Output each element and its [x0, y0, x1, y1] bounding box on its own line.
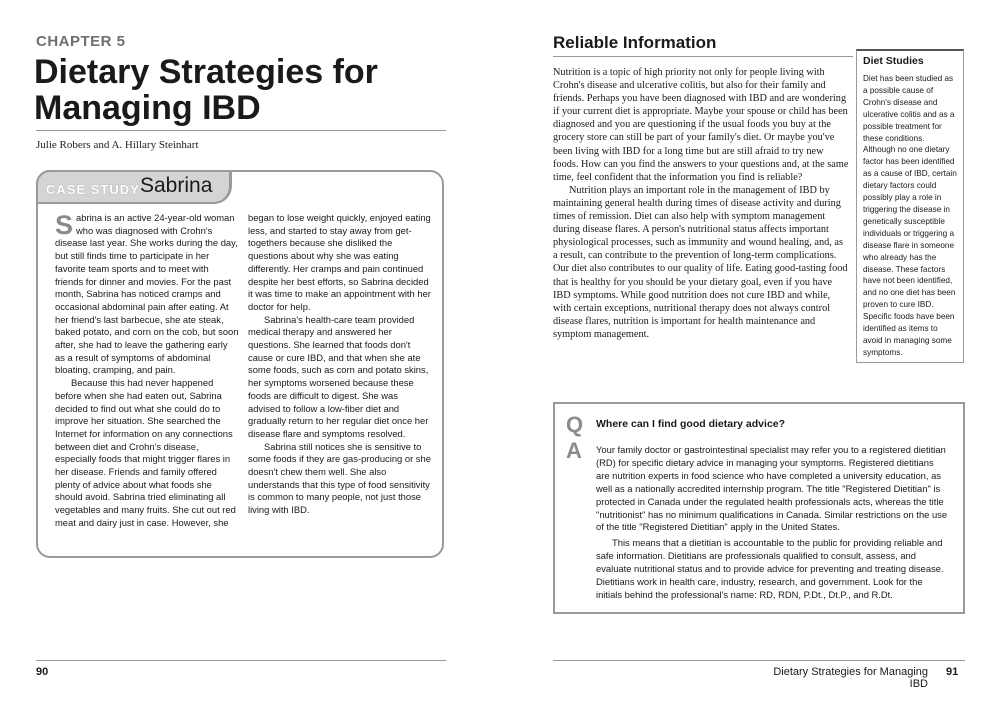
drop-cap: S: [55, 210, 74, 240]
section-divider: [553, 56, 853, 57]
chapter-authors: Julie Robers and A. Hillary Steinhart: [36, 139, 199, 151]
body-paragraph: Nutrition plays an important role in the management of IBD by maintaining general health during times of disease activity and during times of remission. Diet can also help with symptom management during disease flares. A person's nutritional status affects important physiological processes, such as immunity and wound healing, and, as a result, can contribute to the prevention of long-term complications. Our diet also contributes to our quality of life. Eating good-tasting food that is healthy for you should be your dietary goal, even if you have IBD symptoms. While good nutrition does not cure IBD and while, with certain exceptions, nutritional therapy does not always control disease flares, nutrition is important for health maintenance and symptom management.: [553, 184, 848, 340]
diet-studies-sidebar: [856, 49, 964, 363]
case-study-text: abrina is an active 24-year-old woman who was diagnosed with Crohn's disease last year. She works during the day, but still finds time to participate in her favorite team sports and to meet with friends for dinner and movies. For the past month, Sabrina has noticed cramps and occasional abdominal pain after eating. At her friend's last barbecue, she ate steak, baked potato, and corn on the cob, but soon after, she had to leave the gathering early as a result of symptoms of abdominal bloating, cramping, and pain.: [55, 212, 239, 376]
qa-question: Where can I find good dietary advice?: [596, 418, 786, 430]
page-number-left: 90: [36, 666, 49, 678]
body-paragraph: Nutrition is a topic of high priority not only for people living with Crohn's disease and ulcerative colitis, but also for their family and friends. Perhaps you have been diagnosed with IBD and are wondering if your current diet is appropriate. Maybe your spouse or child has been diagnosed and you are questioning if the usual foods you buy at the grocery store can still be part of your family's diet. Or maybe you've been living with IBD for a long time but are still afraid to try new foods. How can you find the answers to your questions and, at the same time, feel confident that the information you find is reliable?: [553, 67, 849, 183]
case-study-column-1: [55, 212, 239, 530]
qa-answer: [596, 444, 948, 602]
qa-q-letter: Q: [566, 412, 584, 437]
title-divider: [36, 130, 446, 131]
section-title: Reliable Information: [553, 33, 717, 52]
footer-divider-left: [36, 660, 446, 661]
footer-divider-right: [553, 660, 965, 661]
qa-answer-paragraph: Your family doctor or gastrointestinal specialist may refer you to a registered dietitian (RD) for specific dietary advice in managing your symptoms. Registered dietitians are nutrition experts in food science who have completed a university education, as well as a nationally accredited internship program. The title "Registered Dietitian" is protected in Canada under the regulated health professionals acts, whereas the title "nutritionist" has no minimum qualifications in Canada. Similar restrictions on the use of the title "Registered Dietitian" apply in the United States.: [596, 444, 948, 533]
main-body-text: [553, 66, 849, 341]
chapter-label: CHAPTER 5: [36, 33, 126, 50]
case-study-paragraph: Sabrina's health-care team provided medical therapy and answered her questions. She learned that foods don't cause or cure IBD, and that when she ate some foods, such as corn and potato skins, her symptoms worsened because these foods are difficult to digest. She was advised to follow a low-fiber diet and gradually return to her regular diet once her disease flare and symptoms resolved.: [248, 313, 429, 439]
qa-a-letter: A: [566, 438, 582, 463]
case-study-name: Sabrina: [140, 174, 213, 197]
chapter-title: Dietary Strategies for Managing IBD: [34, 53, 378, 127]
page-number-right: 91: [946, 666, 959, 678]
sidebar-text: Diet has been studied as a possible cause of Crohn's disease and ulcerative colitis and as a possible treatment for these conditions. Although no one dietary factor has been identified as a cause of IBD, certain dietary factors could possibly play a role in triggering the disease in genetically susceptible individuals or triggering a disease flare in someone who already has the disease. These factors have not been identified, and no one diet has been proven to cure IBD. Specific foods have been identified as items to avoid in managing some symptoms.: [863, 74, 957, 357]
case-study-label: CASE STUDY: [46, 182, 140, 197]
case-study-paragraph: began to lose weight quickly, enjoyed eating less, and started to stay away from get-togethers because she disliked the questions about why she was eating differently. Her cramps and pain continued despite her best efforts, so Sabrina decided it was time to make an appointment with her doctor for help.: [248, 212, 431, 312]
case-study-paragraph: [55, 212, 239, 377]
sidebar-title: Diet Studies: [863, 55, 924, 67]
case-study-paragraph: Sabrina still notices she is sensitive to some foods if they are gas-producing or she doesn't chew them well. She also understands that this type of food sensitivity is common to many people, not just those living with IBD.: [248, 440, 431, 516]
case-study-paragraph: Because this had never happened before when she had eaten out, Sabrina decided to find out what she could do to improve her situation. She searched the Internet for information on any connections between diet and Crohn's disease, especially foods that might trigger flares in her disease. Friends and family offered plenty of advice about what foods she should avoid. Sabrina tried eliminating all vegetables and many fruits. She cut out red meat and dairy just in case. However, she: [55, 377, 236, 528]
qa-answer-paragraph: This means that a dietitian is accountable to the public for providing reliable and safe information. Dietitians are professionals qualified to consult, assess, and evaluate nutritional status and to provide advice for preventing and treating disease. Dietitians work in health care, industry, research, and government. Look for the initials behind the professional's name: RD, RDN, P.Dt., Dt.P., and R.Dt.: [596, 537, 944, 600]
case-study-column-2: [248, 212, 432, 517]
running-head: Dietary Strategies for Managing IBD: [773, 666, 928, 690]
